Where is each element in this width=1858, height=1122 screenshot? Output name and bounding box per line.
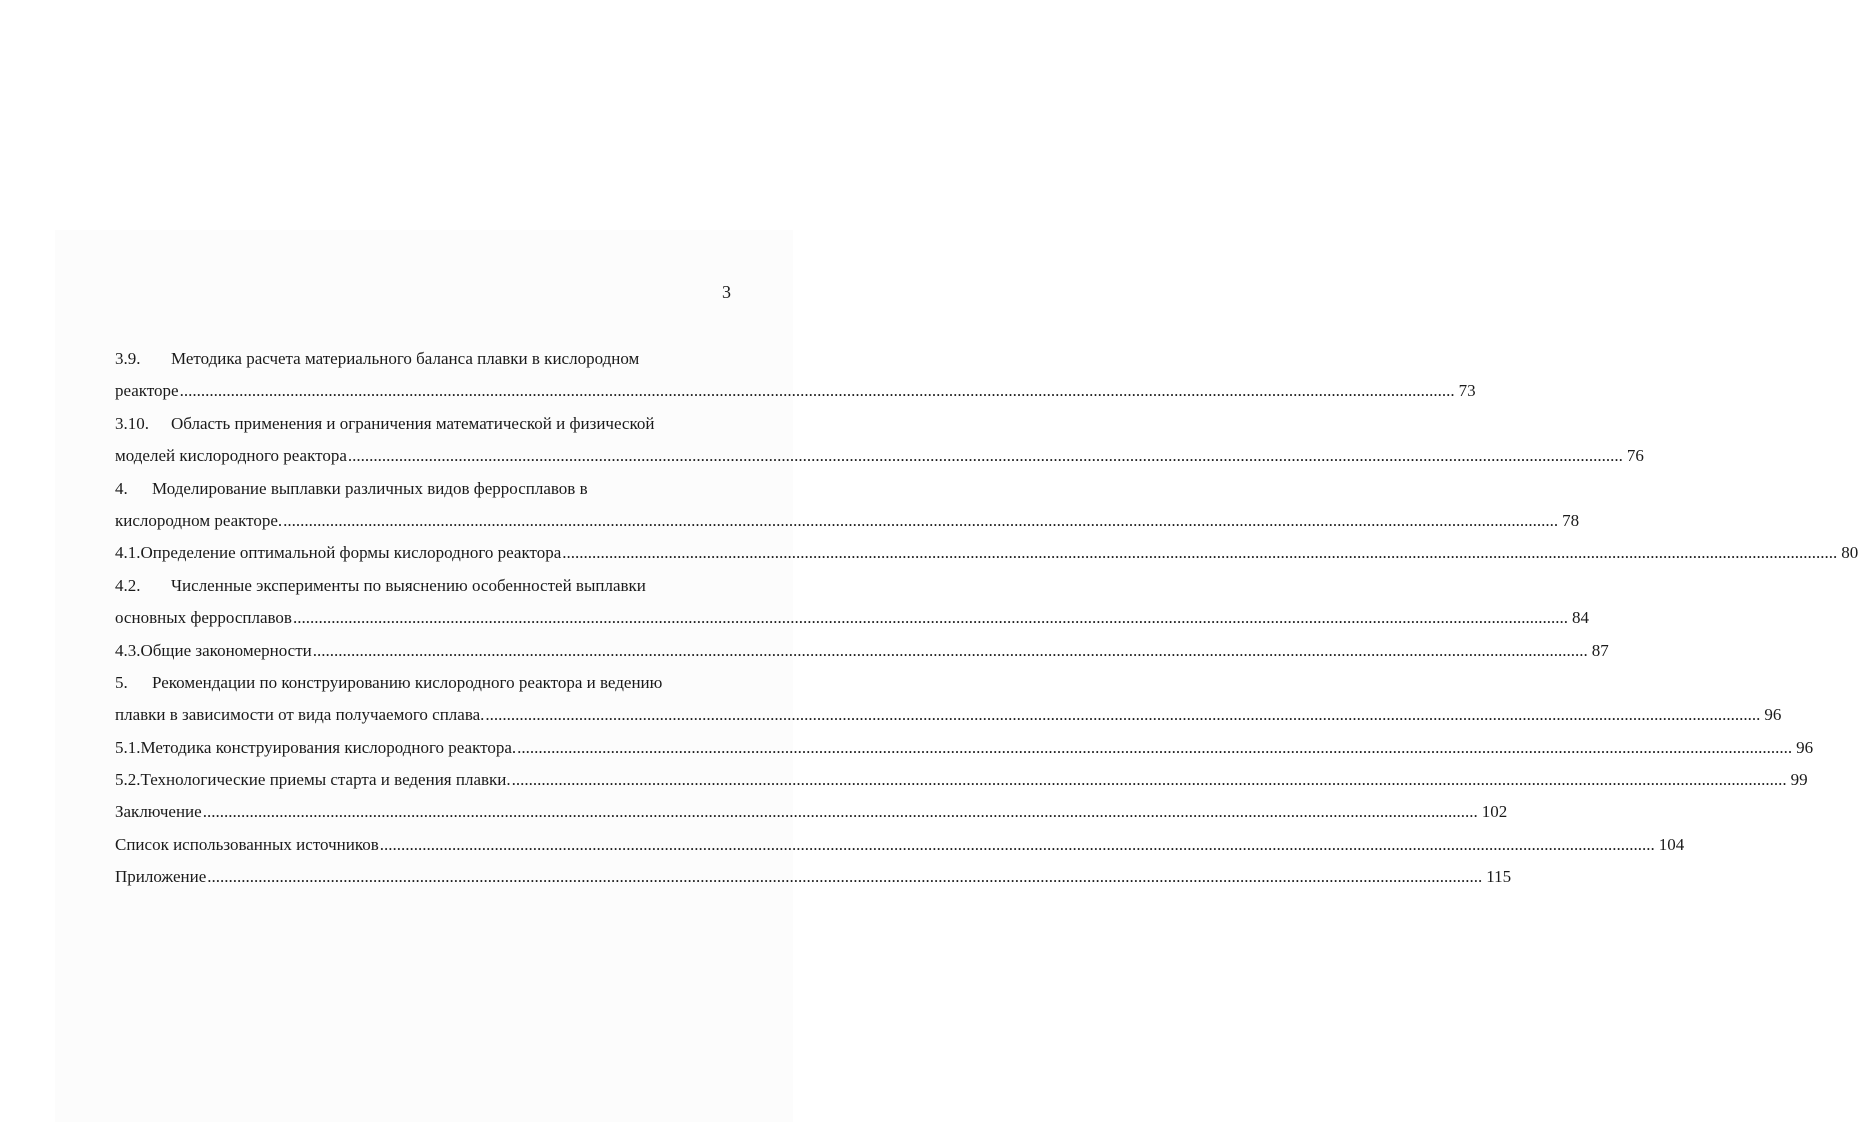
toc-entry-page: 78 xyxy=(1562,510,1580,530)
toc-entry-title: Общие закономерности xyxy=(140,640,312,660)
toc-entry-line xyxy=(115,440,1644,472)
toc-entry-page: 96 xyxy=(1796,737,1814,757)
toc-entry-line xyxy=(115,408,733,440)
toc-entry-title: Технологические приемы старта и ведения плавки. xyxy=(140,770,511,790)
dot-leader: ............................................................................................................................................................................................................................................................................................................ xyxy=(312,640,1588,660)
toc-entry-line xyxy=(115,699,1782,731)
toc-entry-number: 4.2. xyxy=(115,575,141,595)
toc-entry-number: 4. xyxy=(115,478,128,498)
toc-entry-line xyxy=(115,375,1476,407)
dot-leader: ............................................................................................................................................................................................................................................................................................................ xyxy=(485,705,1761,725)
toc-entry-line xyxy=(115,796,1508,828)
toc-entry-line xyxy=(115,602,1589,634)
toc-entry-line xyxy=(115,861,1512,893)
toc-entry-title: Рекомендации по конструированию кислородного реактора и ведению xyxy=(152,672,663,692)
dot-leader: ............................................................................................................................................................................................................................................................................................................ xyxy=(347,446,1623,466)
toc-entry-title: плавки в зависимости от вида получаемого сплава. xyxy=(115,705,485,725)
toc-entry-number: 5. xyxy=(115,672,128,692)
toc-entry-page: 115 xyxy=(1486,867,1512,887)
toc-entry-number: 5.1. xyxy=(115,737,141,757)
toc-entry-page: 104 xyxy=(1658,834,1685,854)
toc-entry-title: Моделирование выплавки различных видов ферросплавов в xyxy=(152,478,588,498)
toc-entry-title: моделей кислородного реактора xyxy=(115,446,347,466)
toc-entry-line xyxy=(115,829,1685,861)
toc-entry-number: 3.10. xyxy=(115,413,149,433)
toc-entry-line xyxy=(115,764,1808,796)
toc-entry-line xyxy=(115,635,1609,667)
toc-entry-title: Методика расчета материального баланса плавки в кислородном xyxy=(171,349,640,368)
toc-entry-title: Заключение xyxy=(115,802,202,822)
dot-leader: ............................................................................................................................................................................................................................................................................................................ xyxy=(379,834,1655,854)
toc-entry-line xyxy=(115,667,733,699)
toc-entry-title: реакторе xyxy=(115,381,179,401)
page-number: 3 xyxy=(722,282,731,302)
toc-entry-title: основных ферросплавов xyxy=(115,608,292,628)
toc-entry-title: Методика конструирования кислородного реактора. xyxy=(140,737,517,757)
dot-leader: ............................................................................................................................................................................................................................................................................................................ xyxy=(517,737,1793,757)
toc-entry-line xyxy=(115,732,1814,764)
toc-entry-page: 102 xyxy=(1481,802,1508,822)
toc-entry-line xyxy=(115,473,733,505)
toc-entry-page: 96 xyxy=(1764,705,1782,725)
toc-entry-line xyxy=(115,343,733,375)
toc-entry-page: 87 xyxy=(1591,640,1609,660)
toc-entry-number: 4.3. xyxy=(115,640,141,660)
dot-leader: ............................................................................................................................................................................................................................................................................................................ xyxy=(292,608,1568,628)
toc-entry-title: Список использованных источников xyxy=(115,834,379,854)
toc-entry-page: 80 xyxy=(1841,543,1858,563)
toc-entry-page: 73 xyxy=(1458,381,1476,401)
toc-entry-page: 76 xyxy=(1626,446,1644,466)
table-of-contents xyxy=(115,343,1858,894)
toc-entry-title: Область применения и ограничения математической и физической xyxy=(171,413,655,433)
toc-entry-page: 99 xyxy=(1790,770,1808,790)
toc-entry-title: Приложение xyxy=(115,867,207,887)
toc-entry-number: 3.9. xyxy=(115,349,141,368)
toc-entry-number: 4.1. xyxy=(115,543,141,563)
toc-entry-title: кислородном реакторе. xyxy=(115,510,283,530)
dot-leader: ............................................................................................................................................................................................................................................................................................................ xyxy=(283,510,1559,530)
dot-leader: ............................................................................................................................................................................................................................................................................................................ xyxy=(207,867,1483,887)
toc-entry-title: Численные эксперименты по выяснению особенностей выплавки xyxy=(171,575,646,595)
toc-entry-number: 5.2. xyxy=(115,770,141,790)
dot-leader: ............................................................................................................................................................................................................................................................................................................ xyxy=(562,543,1838,563)
dot-leader: ............................................................................................................................................................................................................................................................................................................ xyxy=(202,802,1478,822)
toc-entry-line xyxy=(115,505,1580,537)
dot-leader: ............................................................................................................................................................................................................................................................................................................ xyxy=(179,381,1455,401)
dot-leader: ............................................................................................................................................................................................................................................................................................................ xyxy=(511,770,1787,790)
toc-entry-page: 84 xyxy=(1571,608,1589,628)
toc-entry-title: Определение оптимальной формы кислородного реактора xyxy=(140,543,562,563)
toc-entry-line xyxy=(115,537,1858,569)
toc-entry-line xyxy=(115,570,733,602)
